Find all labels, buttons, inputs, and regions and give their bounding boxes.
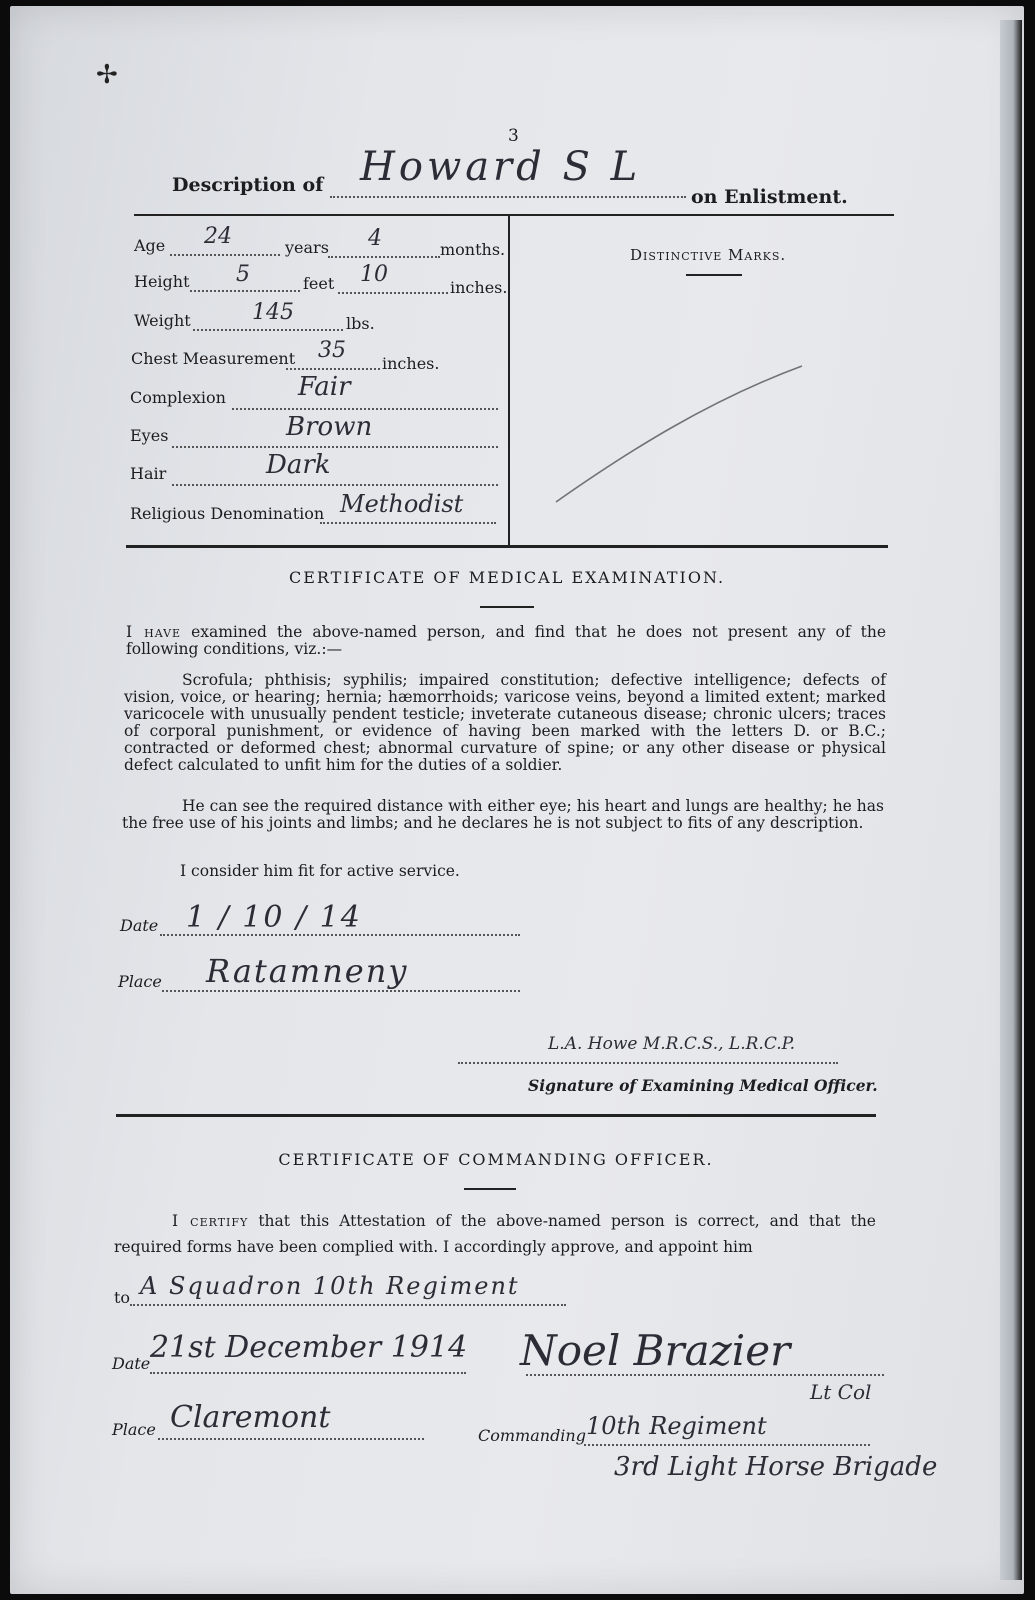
commanding-heading-underline — [464, 1188, 516, 1190]
column-divider — [508, 216, 510, 546]
medical-conditions: Scrofula; phthisis; syphilis; impaired constitution; defective intelligence; defects of vision, voice, or hearing; hernia; hæmorrhoids; varicose veins, beyond a limited extent; marked varicocele with unusually pendent testicle; inveterate cutaneous disease; chronic ulcers; traces of corporal punishment, or evidence of having been marked with the letters D. or B.C.; contracted or deformed chest; abnormal curvature of spine; or any other disease or physical defect calculated to unfit him for the duties of a soldier. — [124, 671, 886, 774]
commanding-rule — [116, 1114, 876, 1117]
medical-heading-underline — [480, 606, 534, 608]
height-inches-line — [338, 292, 448, 294]
religion-value: Methodist — [340, 490, 464, 518]
feet-label: feet — [303, 274, 335, 293]
complexion-line — [232, 408, 498, 410]
co-place-label: Place — [112, 1420, 156, 1439]
age-months-value: 4 — [368, 226, 382, 251]
eyes-value: Brown — [286, 412, 373, 442]
height-feet-line — [190, 290, 300, 292]
distinctive-marks-label: Distinctive Marks. — [630, 246, 787, 264]
lbs-label: lbs. — [346, 314, 375, 333]
weight-value: 145 — [252, 300, 294, 325]
commanding-line — [584, 1444, 870, 1446]
medical-date-label: Date — [120, 916, 159, 935]
chest-unit: inches. — [382, 354, 440, 373]
eyes-line — [172, 446, 498, 448]
top-rule — [134, 214, 894, 216]
age-label: Age — [134, 236, 166, 255]
appoint-to-line — [130, 1304, 566, 1306]
recruit-name: Howard S L — [360, 144, 642, 190]
pin-hole-icon: ✢ — [96, 60, 118, 90]
religion-line — [320, 522, 496, 524]
marks-underline — [686, 274, 742, 276]
commanding-value: 10th Regiment — [586, 1412, 767, 1440]
height-label: Height — [134, 272, 190, 291]
medical-signature: L.A. Howe M.R.C.S., L.R.C.P. — [548, 1034, 796, 1054]
hair-value: Dark — [266, 450, 331, 480]
years-label: years — [285, 238, 329, 257]
commanding-heading: CERTIFICATE OF COMMANDING OFFICER. — [278, 1150, 714, 1169]
chest-line — [286, 368, 380, 370]
complexion-label: Complexion — [130, 388, 226, 407]
medical-signature-line — [458, 1062, 838, 1064]
commanding-certify-text: that this Attestation of the above-named person is correct, and that the required forms have been complied with. I accordingly approve, and appoint him — [114, 1212, 876, 1256]
inches-label: inches. — [450, 278, 508, 297]
weight-line — [193, 329, 343, 331]
medical-fitness: He can see the required distance with either eye; his heart and lungs are healthy; he has the free use of his joints and limbs; and he declares he is not subject to fits of any description. — [122, 797, 884, 832]
brigade-value: 3rd Light Horse Brigade — [614, 1452, 938, 1482]
age-years-line — [170, 254, 280, 256]
medical-date-value: 1 / 10 / 14 — [186, 900, 362, 935]
title-suffix: on Enlistment. — [691, 186, 848, 208]
medical-intro-text: examined the above-named person, and find that he does not present any of the following conditions, viz.:— — [126, 623, 886, 658]
weight-label: Weight — [134, 311, 191, 330]
commanding-certify-caps: I certify — [172, 1212, 249, 1230]
page-number: 3 — [508, 126, 519, 146]
appoint-to-label: to — [114, 1288, 131, 1307]
page-edge — [1000, 20, 1022, 1580]
co-place-line — [158, 1438, 424, 1440]
chest-label: Chest Measurement — [131, 349, 296, 368]
chest-value: 35 — [318, 338, 346, 363]
medical-signature-label: Signature of Examining Medical Officer. — [528, 1076, 878, 1095]
medical-intro — [126, 624, 886, 658]
commanding-certify — [114, 1208, 876, 1260]
title-prefix: Description of — [172, 174, 324, 196]
medical-intro-caps: I have — [126, 623, 182, 641]
name-dotline — [330, 194, 686, 198]
religion-label: Religious Denomination — [130, 504, 325, 523]
age-years-value: 24 — [204, 224, 232, 249]
medical-consider: I consider him fit for active service. — [180, 862, 460, 880]
age-months-line — [328, 256, 440, 258]
eyes-label: Eyes — [130, 426, 169, 445]
medical-place-label: Place — [118, 972, 162, 991]
appoint-to-value: A Squadron 10th Regiment — [140, 1272, 520, 1300]
co-signature: Noel Brazier — [520, 1326, 791, 1375]
commanding-label: Commanding — [478, 1426, 586, 1445]
height-inches-value: 10 — [360, 262, 388, 287]
co-place-value: Claremont — [170, 1400, 331, 1435]
height-feet-value: 5 — [236, 262, 250, 287]
complexion-value: Fair — [298, 372, 351, 402]
hair-line — [172, 484, 498, 486]
medical-place-line — [162, 990, 520, 992]
co-date-line — [150, 1372, 466, 1374]
hair-label: Hair — [130, 464, 167, 483]
co-date-value: 21st December 1914 — [150, 1330, 468, 1365]
medical-heading: CERTIFICATE OF MEDICAL EXAMINATION. — [288, 568, 726, 587]
blank-slash-mark — [550, 360, 810, 510]
co-date-label: Date — [112, 1354, 151, 1373]
medical-place-value: Ratamneny — [206, 952, 409, 990]
months-label: months. — [440, 240, 506, 259]
co-rank: Lt Col — [810, 1380, 872, 1404]
section-rule — [126, 545, 888, 548]
